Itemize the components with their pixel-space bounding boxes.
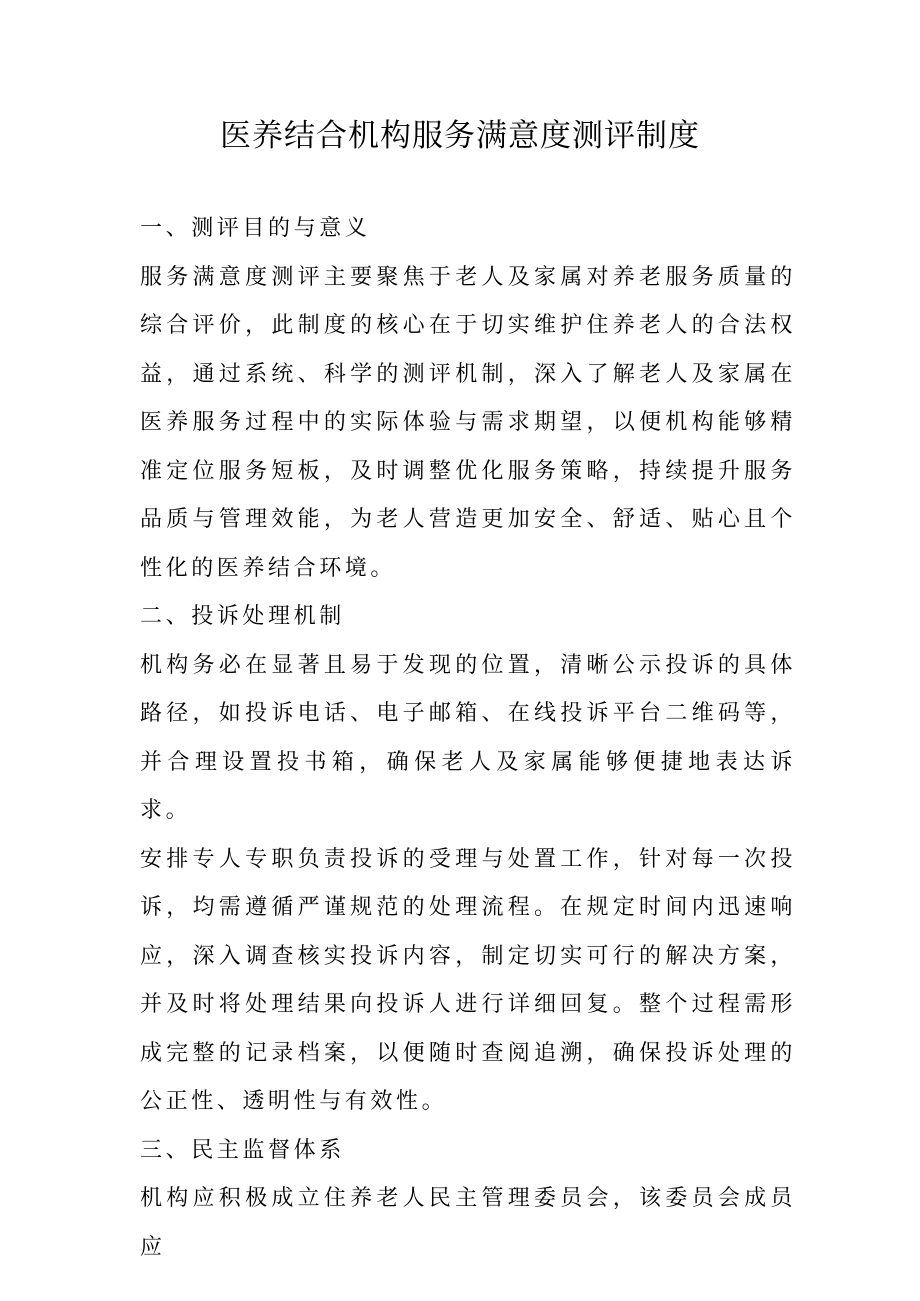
- section-heading-supervision: 三、民主监督体系: [140, 1137, 345, 1163]
- section-heading-purpose: 一、测评目的与意义: [140, 216, 371, 241]
- document-title: 医养结合机构服务满意度测评制度: [220, 118, 700, 154]
- paragraph-purpose: 服务满意度测评主要聚焦于老人及家属对养老服务质量的综合评价，此制度的核心在于切实维护住养老人的合法权益，通过系统、科学的测评机制，深入了解老人及家属在医养服务过程中的实际体验与需求期望，以便机构能够精准定位服务短板，及时调整优化服务策略，持续提升服务品质与管理效能，为老人营造更加安全、舒适、贴心且个性化的医养结合环境。: [140, 264, 796, 581]
- paragraph-supervision: 机构应积极成立住养老人民主管理委员会，该委员会成员应: [140, 1186, 796, 1260]
- section-heading-complaints: 二、投诉处理机制: [140, 604, 345, 629]
- document-body: [140, 205, 796, 1272]
- paragraph-complaint-handling: 安排专人专职负责投诉的受理与处置工作，针对每一次投诉，均需遵循严谨规范的处理流程。在规定时间内迅速响应，深入调查核实投诉内容，制定切实可行的解决方案，并及时将处理结果向投诉人进行详细回复。整个过程需形成完整的记录档案，以便随时查阅追溯，确保投诉处理的公正性、透明性与有效性。: [140, 846, 796, 1114]
- paragraph-complaint-channels: 机构务必在显著且易于发现的位置，清晰公示投诉的具体路径，如投诉电话、电子邮箱、在线投诉平台二维码等，并合理设置投书箱，确保老人及家属能够便捷地表达诉求。: [140, 652, 796, 823]
